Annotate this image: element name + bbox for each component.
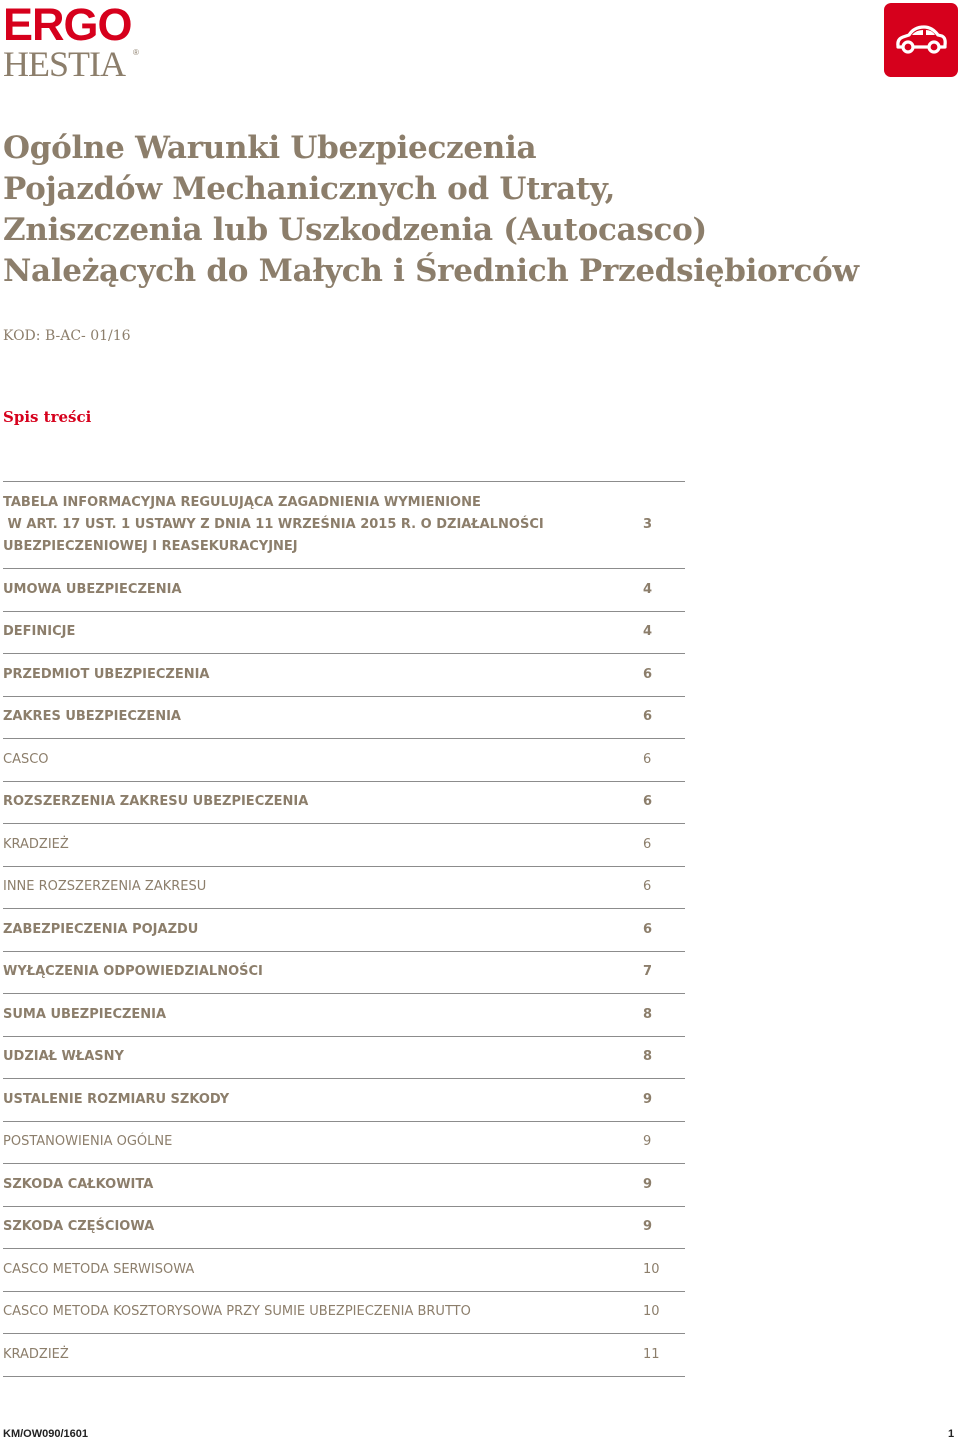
toc-entry-label [3,1174,153,1196]
toc-entry-page: 6 [643,921,653,937]
toc-entry-label-line: SZKODA CAŁKOWITA [3,1176,154,1192]
toc-entry[interactable] [3,697,685,740]
toc-entry[interactable] [3,1079,685,1122]
toc-entry-page: 9 [643,1091,653,1107]
toc-entry-label [3,1259,194,1281]
car-icon [894,20,948,56]
toc-entry[interactable] [3,1207,685,1250]
toc-entry-label [3,834,69,856]
toc-entry-label-line: ROZSZERZENIA ZAKRESU UBEZPIECZENIA [3,794,309,810]
logo-hestia-text: HESTIA [3,44,125,84]
toc-entry-label [3,961,263,983]
logo-registered-mark: ® [133,48,139,57]
toc-entry-label-line: POSTANOWIENIA OGÓLNE [3,1134,173,1150]
toc-entry-page: 4 [643,624,653,640]
toc-entry-label [3,1301,471,1323]
car-category-badge [884,3,958,77]
toc-entry[interactable] [3,867,685,910]
toc-entry-label [3,876,206,898]
toc-entry-label [3,919,198,941]
toc-entry-label-line: USTALENIE ROZMIARU SZKODY [3,1091,230,1107]
toc-entry-label-line: SZKODA CZĘŚCIOWA [3,1219,155,1235]
toc-entry-label-line: WYŁĄCZENIA ODPOWIEDZIALNOŚCI [3,964,263,980]
toc-entry-label [3,1344,69,1366]
toc-entry-label-line: ZAKRES UBEZPIECZENIA [3,709,181,725]
toc-entry-page: 8 [643,1006,653,1022]
toc-entry-label [3,579,182,601]
toc-entry-page: 6 [643,879,652,895]
toc-entry-page: 4 [643,581,653,597]
toc-entry-label-line: UDZIAŁ WŁASNY [3,1049,124,1065]
toc-entry-label-line: SUMA UBEZPIECZENIA [3,1006,167,1022]
toc-entry[interactable] [3,482,685,569]
toc-entry-page: 6 [643,836,652,852]
toc-entry-label [3,664,210,686]
title-line: Zniszczenia lub Uszkodzenia (Autocasco) [3,212,707,248]
toc-entry-label-line: CASCO METODA SERWISOWA [3,1261,195,1277]
title-line: Ogólne Warunki Ubezpieczenia [3,130,537,166]
toc-entry[interactable] [3,824,685,867]
toc-heading: Spis treści [3,408,92,426]
toc-entry-page: 6 [643,666,653,682]
toc-entry-page: 10 [643,1261,660,1277]
toc-entry[interactable] [3,952,685,995]
toc-entry-label-line: INNE ROZSZERZENIA ZAKRESU [3,879,207,895]
toc-entry[interactable] [3,1122,685,1165]
toc-entry-page: 6 [643,751,652,767]
footer-document-id: KM/OW090/1601 [3,1428,88,1440]
toc-entry-page: 6 [643,794,653,810]
toc-entry[interactable] [3,1292,685,1335]
toc-entry[interactable] [3,1249,685,1292]
document-title [3,128,859,292]
toc-entry-label-line: CASCO METODA KOSZTORYSOWA PRZY SUMIE UBEZPIECZENIA BRUTTO [3,1304,471,1320]
toc-entry-label [3,791,308,813]
toc-entry[interactable] [3,569,685,612]
toc-entry-page: 9 [643,1176,653,1192]
toc-entry-label [3,1046,124,1068]
toc-entry-label [3,1216,154,1238]
toc-entry-label [3,1004,166,1026]
toc-entry-label-line: PRZEDMIOT UBEZPIECZENIA [3,666,210,682]
toc-entry-page: 8 [643,1049,653,1065]
toc-entry-page: 9 [643,1219,653,1235]
title-line: Należących do Małych i Średnich Przedsiębiorców [3,253,859,289]
title-line: Pojazdów Mechanicznych od Utraty, [3,171,616,207]
toc-entry-label-line: TABELA INFORMACYJNA REGULUJĄCA ZAGADNIENIA WYMIENIONE [3,495,481,510]
ergo-hestia-logo [3,2,143,82]
toc-entry-label-line: CASCO [3,751,49,767]
toc-entry-label-line: KRADZIEŻ [3,1346,69,1362]
toc-entry-page: 11 [643,1346,660,1362]
toc-entry[interactable] [3,739,685,782]
toc-entry-page: 3 [643,517,653,532]
toc-entry-label-line: ZABEZPIECZENIA POJAZDU [3,921,199,937]
toc-entry[interactable] [3,1164,685,1207]
toc-entry[interactable] [3,994,685,1037]
toc-entry-label [3,706,181,728]
logo-ergo-text: ERGO [3,0,132,50]
toc-entry-label-line: KRADZIEŻ [3,836,69,852]
toc-entry[interactable] [3,1334,685,1377]
toc-entry-label [3,621,75,643]
toc-entry-label [3,1089,229,1111]
toc-entry-label-line: UMOWA UBEZPIECZENIA [3,581,182,597]
toc-entry-label-line: DEFINICJE [3,624,76,640]
toc-entry-label-line: UBEZPIECZENIOWEJ I REASEKURACYJNEJ [3,539,298,554]
toc-entry-page: 6 [643,709,653,725]
toc-entry-page: 10 [643,1304,660,1320]
toc-entry-page: 9 [643,1134,652,1150]
toc-entry[interactable] [3,1037,685,1080]
toc-entry-label-line: W ART. 17 UST. 1 USTAWY Z DNIA 11 WRZEŚNIA 2015 R. O DZIAŁALNOŚCI [3,517,544,532]
toc-entry[interactable] [3,909,685,952]
toc-entry-label [3,492,544,558]
document-code: KOD: B-AC- 01/16 [3,328,131,344]
toc-entry[interactable] [3,654,685,697]
toc-entry-page: 7 [643,964,653,980]
table-of-contents [3,481,685,1377]
toc-entry-label [3,1131,172,1153]
toc-entry-label [3,749,49,771]
toc-entry[interactable] [3,612,685,655]
toc-entry[interactable] [3,782,685,825]
footer-page-number: 1 [948,1428,955,1440]
